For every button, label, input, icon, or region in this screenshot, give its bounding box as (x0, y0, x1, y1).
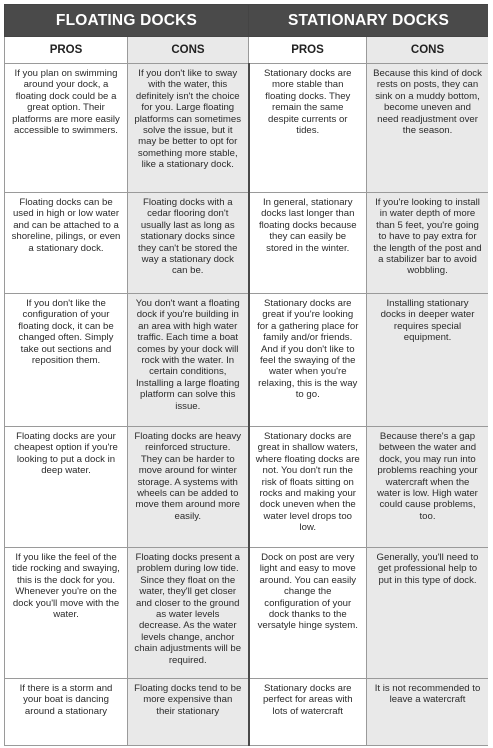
floating-pros-cell: Floating docks can be used in high or low water and can be attached to a shoreline, pilings, or even a stationary dock. (5, 193, 128, 294)
stationary-pros-cell: Stationary docks are perfect for areas with lots of watercraft (249, 679, 367, 746)
floating-cons-cell: You don't want a floating dock if you're building in an area with high water traffic. Each time a boat comes by your dock will rock with the water. In certain conditions, Installing a large floating platform can solve this issue. (128, 294, 249, 427)
table-row (5, 294, 489, 427)
stationary-pros-cell: Stationary docks are great if you're looking for a gathering place for family and/or friends. And if you don't like to feel the swaying of the water when you're relaxing, this is the way to go. (249, 294, 367, 427)
table-row (5, 64, 489, 193)
stationary-cons-cell: Because this kind of dock rests on posts, they can sink on a muddy bottom, become uneven and need readjustment over the season. (367, 64, 489, 193)
floating-cons-cell: Floating docks present a problem during low tide. Since they float on the water, they'll get closer and closer to the ground as water levels decrease. As the water levels change, anchor chain adjustments will be required. (128, 548, 249, 679)
floating-pros-cell: If there is a storm and your boat is dancing around a stationary (5, 679, 128, 746)
sub-header-row (5, 37, 489, 64)
stationary-cons-cell: If you're looking to install in water depth of more than 5 feet, you're going to have to pay extra for the length of the post and a stabilizer bar to avoid wobbling. (367, 193, 489, 294)
floating-docks-header: FLOATING DOCKS (5, 5, 249, 37)
stationary-cons-cell: Generally, you'll need to get professional help to put in this type of dock. (367, 548, 489, 679)
floating-cons-cell: If you don't like to sway with the water, this definitely isn't the choice for you. Large floating platforms can sometimes solve the issue, but it may be better to opt for something more stable, like a stationary dock. (128, 64, 249, 193)
floating-pros-cell: If you plan on swimming around your dock, a floating dock could be a great option. Their platforms are more easily accessible to swimmers. (5, 64, 128, 193)
table-row (5, 679, 489, 746)
floating-pros-cell: If you don't like the configuration of your floating dock, it can be changed often. Simply take out sections and reposition them. (5, 294, 128, 427)
stationary-cons-cell: Installing stationary docks in deeper water requires special equipment. (367, 294, 489, 427)
stationary-pros-cell: Stationary docks are great in shallow waters, where floating docks are not. You don't run the risk of floats sitting on rocks and making your dock uneven when the water level drops too low. (249, 427, 367, 548)
table-row (5, 193, 489, 294)
stationary-pros-cell: Stationary docks are more stable than floating docks. They remain the same despite currents or tides. (249, 64, 367, 193)
group-header-row (5, 5, 489, 37)
stationary-pros-header: PROS (249, 37, 367, 64)
floating-pros-header: PROS (5, 37, 128, 64)
table-row (5, 548, 489, 679)
stationary-docks-header: STATIONARY DOCKS (249, 5, 489, 37)
stationary-pros-cell: Dock on post are very light and easy to move around. You can easily change the configuration of your dock thanks to the versatyle hinge system. (249, 548, 367, 679)
floating-cons-cell: Floating docks tend to be more expensive than their stationary (128, 679, 249, 746)
stationary-pros-cell: In general, stationary docks last longer than floating docks because they can easily be stored in the winter. (249, 193, 367, 294)
floating-cons-cell: Floating docks with a cedar flooring don't usually last as long as stationary docks since they can't be stored the way a stationary dock can be. (128, 193, 249, 294)
stationary-cons-header: CONS (367, 37, 489, 64)
floating-pros-cell: If you like the feel of the tide rocking and swaying, this is the dock for you. Whenever you're on the dock you'll move with the water. (5, 548, 128, 679)
docks-comparison-table (4, 4, 488, 746)
floating-cons-header: CONS (128, 37, 249, 64)
stationary-cons-cell: Because there's a gap between the water and dock, you may run into problems reaching your watercraft when the water is low. High water could cause problems, too. (367, 427, 489, 548)
stationary-cons-cell: It is not recommended to leave a watercraft (367, 679, 489, 746)
floating-cons-cell: Floating docks are heavy reinforced structure. They can be harder to move around for winter storage. A systems with wheels can be added to move them around more easily. (128, 427, 249, 548)
floating-pros-cell: Floating docks are your cheapest option if you're looking to put a dock in deep water. (5, 427, 128, 548)
comparison-table-wrapper (4, 4, 488, 748)
table-row (5, 427, 489, 548)
